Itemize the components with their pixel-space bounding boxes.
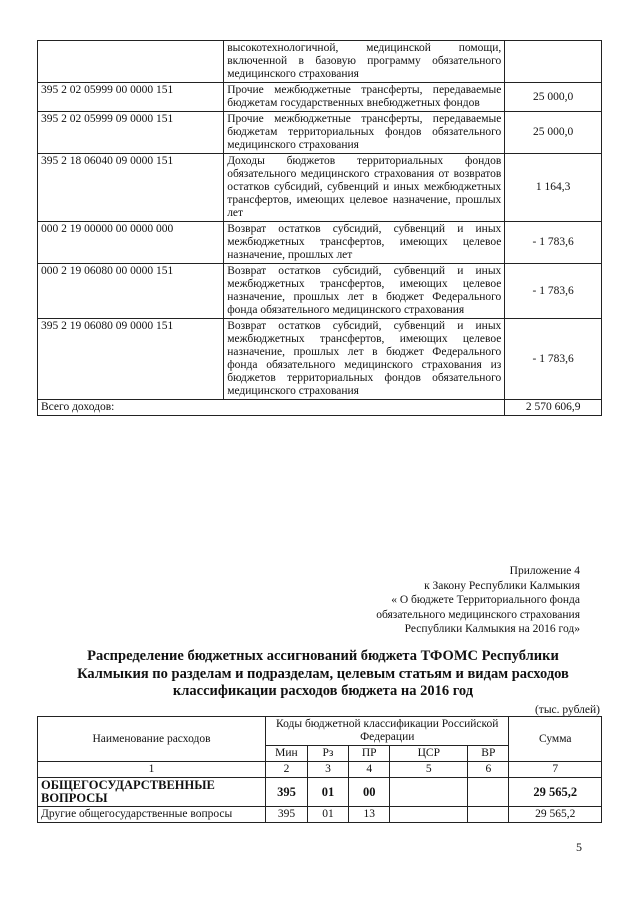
appendix-line: « О бюджете Территориального фонда	[391, 594, 580, 606]
total-row	[38, 400, 602, 416]
table-row	[38, 41, 602, 83]
income-amount: 25 000,0	[505, 112, 602, 154]
table-row	[38, 112, 602, 154]
income-code: 000 2 19 00000 00 0000 000	[38, 222, 224, 264]
column-number: 3	[307, 762, 348, 778]
income-description: Возврат остатков субсидий, субвенций и иных межбюджетных трансфертов, имеющих целевое назначение, прошлых лет в бюджет Федерального фонда обязательного медицинского страхования	[224, 264, 505, 319]
column-number: 7	[509, 762, 602, 778]
income-description: Возврат остатков субсидий, субвенций и иных межбюджетных трансфертов, имеющих целевое назначение, прошлых лет в бюджет Федерального фонда обязательного медицинского страхования из бюджетов территориальных фондов обязательного медицинского страхования	[224, 319, 505, 400]
subheader-rz: Рз	[307, 746, 348, 762]
expense-min: 395	[265, 778, 307, 807]
expense-csr	[390, 778, 468, 807]
header-row	[38, 717, 602, 746]
expense-sum: 29 565,2	[509, 807, 602, 823]
income-amount: - 1 783,6	[505, 319, 602, 400]
table-row	[38, 778, 602, 807]
subheader-pr: ПР	[349, 746, 390, 762]
income-amount: - 1 783,6	[505, 222, 602, 264]
column-number: 5	[390, 762, 468, 778]
income-code: 395 2 02 05999 00 0000 151	[38, 83, 224, 112]
expense-vr	[468, 807, 509, 823]
income-description: Возврат остатков субсидий, субвенций и иных межбюджетных трансфертов, имеющих целевое назначение, прошлых лет	[224, 222, 505, 264]
column-number: 1	[38, 762, 266, 778]
expense-vr	[468, 778, 509, 807]
appendix-line: к Закону Республики Калмыкия	[424, 579, 580, 592]
expense-sum: 29 565,2	[509, 778, 602, 807]
income-table	[37, 40, 602, 416]
subheader-min: Мин	[265, 746, 307, 762]
expense-rz: 01	[307, 778, 348, 807]
income-code: 000 2 19 06080 00 0000 151	[38, 264, 224, 319]
subheader-vr: ВР	[468, 746, 509, 762]
income-amount: 25 000,0	[505, 83, 602, 112]
header-name: Наименование расходов	[38, 717, 266, 762]
expense-pr: 00	[349, 778, 390, 807]
appendix-line: обязательного медицинского страхования	[376, 608, 580, 621]
title-line: Распределение бюджетных ассигнований бюджета ТФОМС Республики	[87, 648, 559, 664]
expense-table	[37, 716, 602, 823]
income-description: высокотехнологичной, медицинской помощи, включенной в базовую программу обязательного медицинского страхования	[224, 41, 505, 83]
expense-rz: 01	[307, 807, 348, 823]
income-code	[38, 41, 224, 83]
total-label: Всего доходов:	[38, 400, 505, 416]
expense-name: Другие общегосударственные вопросы	[38, 807, 266, 823]
column-number: 2	[265, 762, 307, 778]
income-description: Доходы бюджетов территориальных фондов обязательного медицинского страхования от возвратов остатков субсидий, субвенций и иных межбюджетных трансфертов, имеющих целевое назначение, прошлых лет	[224, 154, 505, 222]
expense-pr: 13	[349, 807, 390, 823]
table-row	[38, 807, 602, 823]
column-number-row	[38, 762, 602, 778]
appendix-line: Приложение 4	[509, 565, 580, 577]
appendix-line: Республики Калмыкия на 2016 год»	[404, 623, 580, 635]
table-row	[38, 264, 602, 319]
table-row	[38, 83, 602, 112]
table-row	[38, 222, 602, 264]
appendix-header	[376, 564, 580, 637]
expense-name: ОБЩЕГОСУДАРСТВЕННЫЕ ВОПРОСЫ	[38, 778, 266, 807]
income-code: 395 2 02 05999 09 0000 151	[38, 112, 224, 154]
column-number: 4	[349, 762, 390, 778]
title-line: классификации расходов бюджета на 2016 год	[172, 683, 474, 699]
income-code: 395 2 18 06040 09 0000 151	[38, 154, 224, 222]
units-label: (тыс. рублей)	[534, 704, 600, 716]
page-number: 5	[576, 840, 582, 854]
expense-min: 395	[265, 807, 307, 823]
table-row	[38, 319, 602, 400]
title-line: Калмыкия по разделам и подразделам, целевым статьям и видам расходов	[77, 665, 569, 682]
income-amount	[505, 41, 602, 83]
header-codes: Коды бюджетной классификации Российской Федерации	[265, 717, 509, 746]
document-title	[40, 648, 606, 701]
total-amount: 2 570 606,9	[505, 400, 602, 416]
table-row	[38, 154, 602, 222]
subheader-csr: ЦСР	[390, 746, 468, 762]
income-description: Прочие межбюджетные трансферты, передаваемые бюджетам территориальных фондов обязательного медицинского страхования	[224, 112, 505, 154]
income-description: Прочие межбюджетные трансферты, передаваемые бюджетам государственных внебюджетных фондов	[224, 83, 505, 112]
header-sum: Сумма	[509, 717, 602, 762]
column-number: 6	[468, 762, 509, 778]
income-code: 395 2 19 06080 09 0000 151	[38, 319, 224, 400]
income-amount: 1 164,3	[505, 154, 602, 222]
income-amount: - 1 783,6	[505, 264, 602, 319]
expense-csr	[390, 807, 468, 823]
